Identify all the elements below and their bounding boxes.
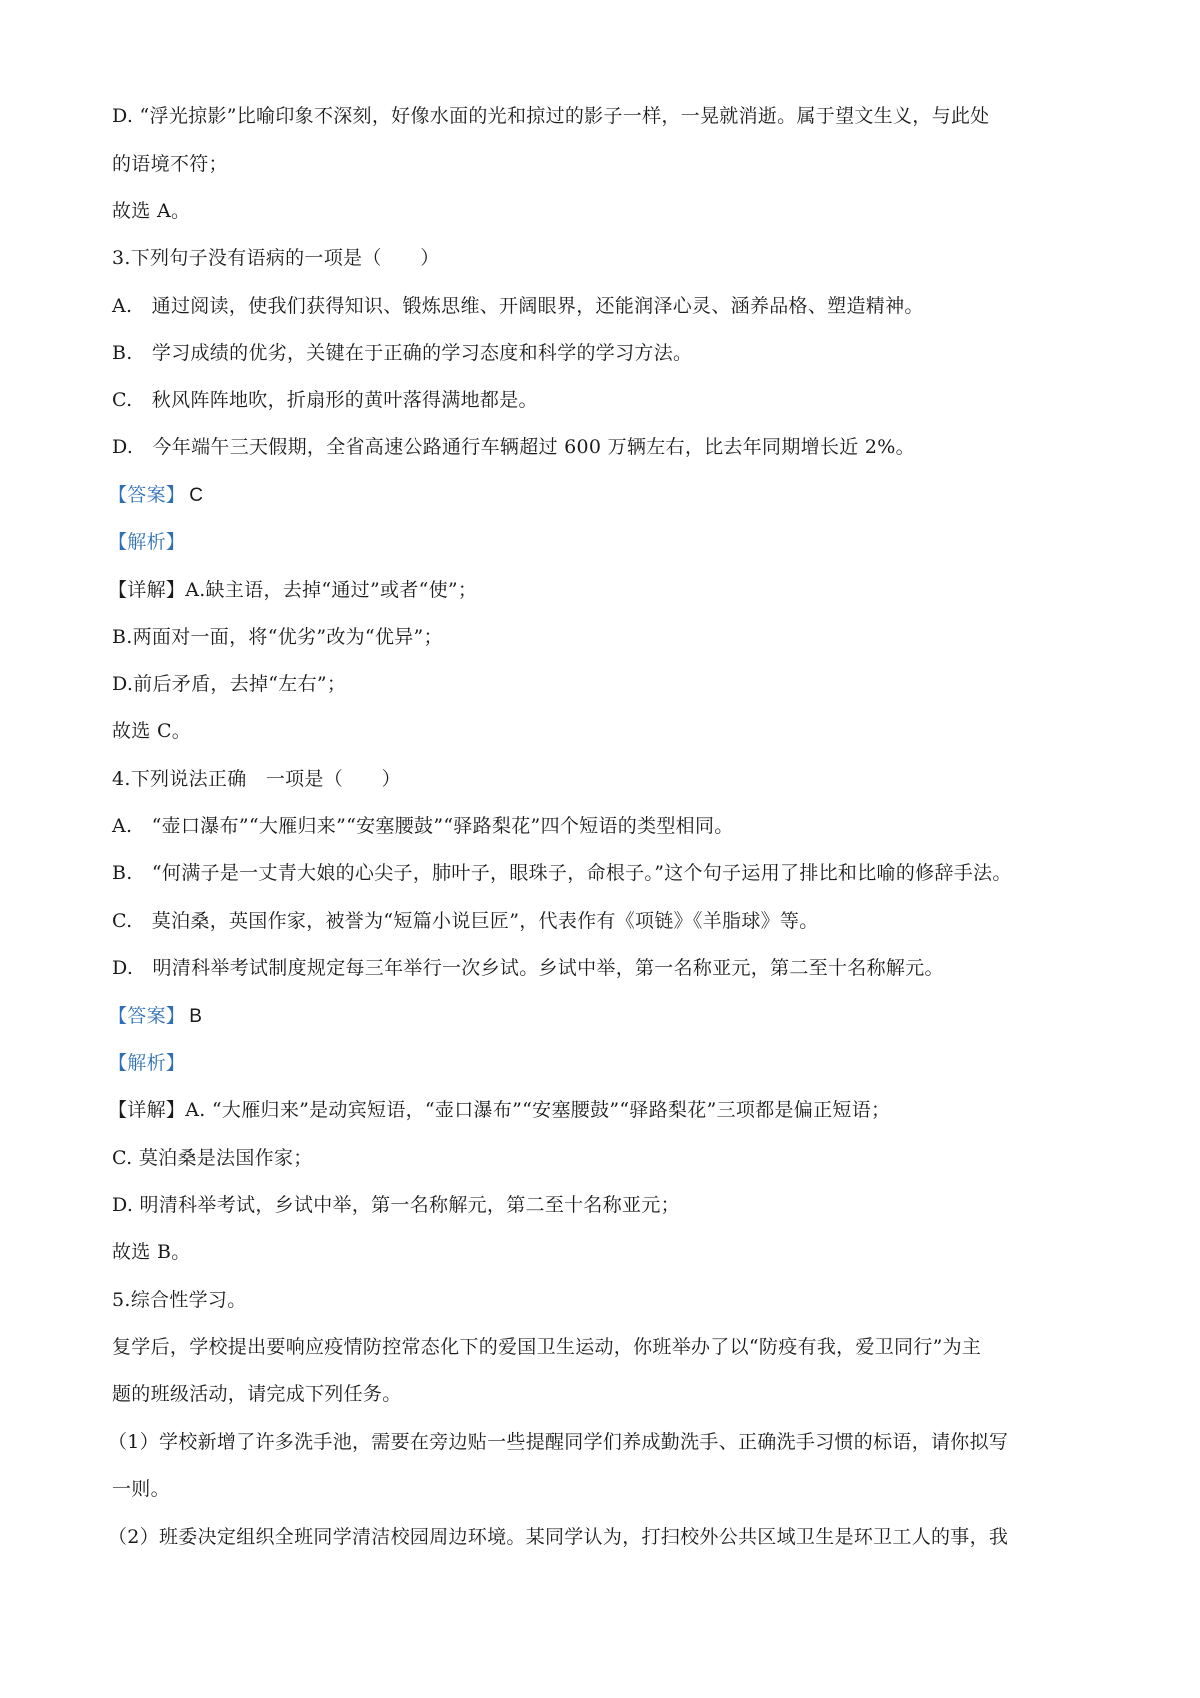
question-3-option-c: C. 秋风阵阵地吹，折扇形的黄叶落得满地都是。	[112, 389, 538, 411]
question-3-option-b: B. 学习成绩的优劣，关键在于正确的学习态度和科学的学习方法。	[112, 342, 693, 364]
explanation-line: D. 明清科举考试，乡试中举，第一名称解元，第二至十名称亚元；	[112, 1194, 680, 1216]
question-3-stem: 3.下列句子没有语病的一项是（ ）	[112, 247, 440, 269]
explanation-line: 【详解】A. “大雁归来”是动宾短语，“壶口瀑布”“安塞腰鼓”“驿路梨花”三项都是偏正短语；	[108, 1099, 891, 1121]
answer-value: C	[189, 485, 204, 506]
answer-line	[108, 482, 203, 509]
conclusion-line: 故选 B。	[112, 1241, 191, 1263]
question-5-task-1: 一则。	[112, 1478, 170, 1500]
conclusion-line: 故选 C。	[112, 720, 192, 742]
text-line: 的语境不符；	[112, 153, 228, 175]
question-5-task-1: （1）学校新增了许多洗手池，需要在旁边贴一些提醒同学们养成勤洗手、正确洗手习惯的标语，请你拟写	[108, 1431, 1009, 1453]
question-4-option-b: B. “何满子是一丈青大娘的心尖子，肺叶子，眼珠子，命根子。”这个句子运用了排比和比喻的修辞手法。	[112, 862, 1012, 884]
analysis-label: 【解析】	[108, 531, 186, 553]
question-5-intro: 复学后，学校提出要响应疫情防控常态化下的爱国卫生运动，你班举办了以“防疫有我，爱卫同行”为主	[112, 1336, 982, 1358]
question-3-option-d: D. 今年端午三天假期，全省高速公路通行车辆超过 600 万辆左右，比去年同期增长近 2%。	[112, 436, 915, 458]
question-3-option-a: A. 通过阅读，使我们获得知识、锻炼思维、开阔眼界，还能润泽心灵、涵养品格、塑造精神。	[112, 295, 924, 317]
question-5-intro: 题的班级活动，请完成下列任务。	[112, 1383, 402, 1405]
text-line: D. “浮光掠影”比喻印象不深刻，好像水面的光和掠过的影子一样，一晃就消逝。属于望文生义，与此处	[112, 105, 990, 127]
question-4-option-c: C. 莫泊桑，英国作家，被誉为“短篇小说巨匠”，代表作有《项链》《羊脂球》等。	[112, 910, 819, 932]
explanation-line: 【详解】A.缺主语，去掉“通过”或者“使”；	[108, 579, 478, 601]
explanation-line: B.两面对一面，将“优劣”改为“优异”；	[112, 626, 443, 648]
answer-value: B	[189, 1006, 203, 1027]
text-line: 故选 A。	[112, 200, 191, 222]
question-5-task-2: （2）班委决定组织全班同学清洁校园周边环境。某同学认为，打扫校外公共区域卫生是环卫工人的事，我	[108, 1526, 1009, 1548]
answer-label: 【答案】	[108, 484, 186, 506]
explanation-line: D.前后矛盾，去掉“左右”；	[112, 673, 347, 695]
analysis-label: 【解析】	[108, 1052, 186, 1074]
question-4-option-d: D. 明清科举考试制度规定每三年举行一次乡试。乡试中举，第一名称亚元，第二至十名称解元。	[112, 957, 944, 979]
question-4-stem: 4.下列说法正确 一项是（ ）	[112, 768, 401, 790]
question-4-option-a: A. “壶口瀑布”“大雁归来”“安塞腰鼓”“驿路梨花”四个短语的类型相同。	[112, 815, 734, 837]
answer-label: 【答案】	[108, 1005, 186, 1027]
answer-line	[108, 1003, 202, 1030]
question-5-stem: 5.综合性学习。	[112, 1289, 247, 1311]
explanation-line: C. 莫泊桑是法国作家；	[112, 1147, 313, 1169]
